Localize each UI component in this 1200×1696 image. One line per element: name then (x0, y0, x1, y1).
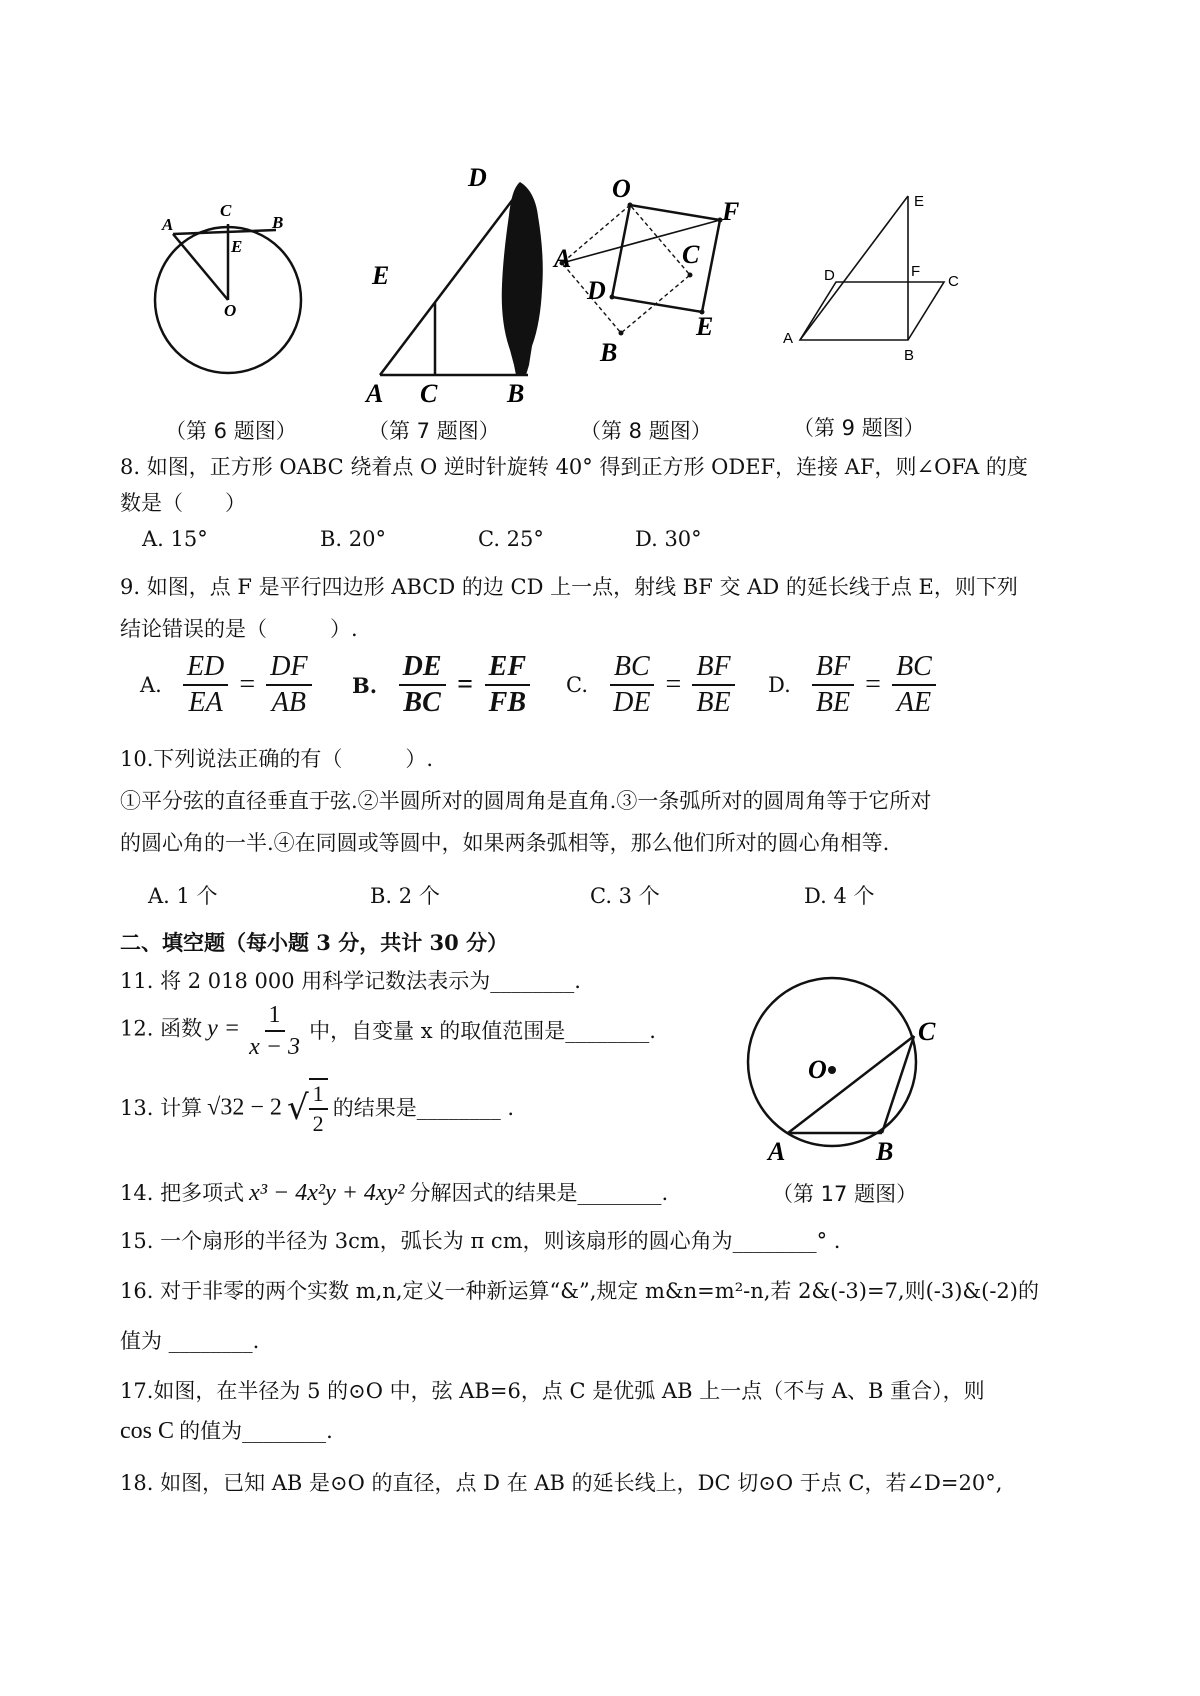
q9-a-equals: = (239, 669, 256, 700)
fig7-caption: （第 7 题图） (368, 419, 500, 443)
section-2-heading: 二、填空题（每小题 3 分，共计 30 分） (120, 930, 509, 955)
fig7-label-c: C (420, 379, 438, 408)
q13: 13. 计算 √32 − 2 √ $\frac{1}{2}$ 的结果是________ . (120, 1078, 514, 1138)
q11: 11. 将 2 018 000 用科学记数法表示为________. (120, 969, 581, 993)
q9-c-left-numerator: BC (610, 650, 654, 686)
q12-denominator: x − 3 (249, 1034, 300, 1060)
q17-line-2 (120, 1416, 333, 1446)
fig17-center-dot (828, 1066, 836, 1074)
q10-line-3: 的圆心角的一半.④在同圆或等圆中，如果两条弧相等，那么他们所对的圆心角相等. (120, 831, 890, 855)
fig6-label-c: C (220, 201, 232, 220)
q9-a-left-numerator: ED (183, 650, 228, 686)
q9-option-b-label: B. (352, 672, 378, 698)
fig9-label-f: F (911, 263, 921, 280)
q9-b-left-numerator: DE (399, 650, 446, 686)
fig17-chord-bc (882, 1036, 914, 1133)
q9-option-a-label: A. (140, 673, 162, 697)
fig7-label-d: D (468, 163, 487, 192)
fig8-label-c: C (682, 240, 700, 269)
fig8-label-a: A (554, 244, 572, 273)
fig6-caption: （第 6 题图） (165, 419, 297, 443)
q8-option-b: B. 20° (320, 527, 387, 551)
q14 (120, 1178, 668, 1208)
q12 (120, 1000, 656, 1062)
fig9-segment-ae (800, 196, 908, 340)
q10-option-a: A. 1 个 (148, 884, 218, 908)
fig7-tree-silhouette (502, 182, 543, 375)
q18: 18. 如图，已知 AB 是⊙O 的直径，点 D 在 AB 的延长线上，DC 切⊙O 于点 C，若∠D=20°, (120, 1471, 1003, 1495)
fig8-label-d: D (587, 276, 606, 305)
q8-line-2: 数是（ ） (120, 491, 246, 515)
q9-b-left-denominator: BC (403, 687, 441, 718)
q9-option-d (768, 650, 936, 720)
q9-option-c-label: C. (566, 673, 588, 697)
q9-c-left-denominator: DE (613, 687, 651, 718)
fig8-label-f: F (722, 197, 740, 226)
fig17-label-o: O (808, 1055, 827, 1084)
fig7-label-a: A (366, 379, 384, 408)
fig9-label-b: B (904, 347, 915, 364)
q13-expression: √32 − 2 (207, 1094, 282, 1121)
fig17-label-a: A (768, 1137, 786, 1166)
fig6-radius-oa (173, 234, 228, 300)
q17-line-1: 17.如图，在半径为 5 的⊙O 中，弦 AB=6，点 C 是优弧 AB 上一点（不与 A、B 重合），则 (120, 1379, 985, 1403)
q9-b-equals: = (457, 669, 474, 700)
q8-option-a: A. 15° (142, 527, 208, 551)
q14-suffix: 分解因式的结果是________. (409, 1181, 669, 1205)
figure-17 (740, 970, 960, 1180)
q12-prefix: 12. 函数 (120, 1016, 203, 1041)
q9-d-left-numerator: BF (812, 650, 854, 686)
fig9-caption: （第 9 题图） (793, 416, 925, 440)
q8-line-1: 8. 如图，正方形 OABC 绕着点 O 逆时针旋转 40° 得到正方形 ODEF，连接 AF，则∠OFA 的度 (120, 455, 1028, 479)
fig7-label-e: E (372, 261, 390, 290)
q13-suffix: 的结果是________ . (332, 1096, 515, 1120)
fig17-label-b: B (876, 1137, 894, 1166)
q9-a-right-numerator: DF (266, 650, 311, 686)
q10-line-1: 10.下列说法正确的有（ ）. (120, 747, 434, 771)
q10-option-b: B. 2 个 (370, 884, 440, 908)
fig6-label-o: O (224, 301, 237, 320)
q14-prefix: 14. 把多项式 (120, 1181, 245, 1205)
fig8-caption: （第 8 题图） (580, 419, 712, 443)
q9-option-c (566, 650, 735, 720)
fig6-label-a: A (162, 215, 174, 234)
q9-option-b (352, 650, 530, 720)
q9-d-left-denominator: BE (815, 687, 851, 718)
q9-c-equals: = (665, 669, 682, 700)
q9-option-a (140, 650, 312, 720)
fig6-label-e: E (231, 237, 243, 256)
q9-c-right-denominator: BE (696, 687, 731, 718)
q13-denominator: 2 (312, 1111, 324, 1136)
q8-option-d: D. 30° (635, 527, 702, 551)
q9-c-right-numerator: BF (692, 650, 734, 686)
q12-numerator: 1 (265, 1000, 285, 1032)
q9-d-right-numerator: BC (892, 650, 936, 686)
q15: 15. 一个扇形的半径为 3cm，弧长为 π cm，则该扇形的圆心角为________° . (120, 1229, 841, 1253)
q9-line-2: 结论错误的是（ ）. (120, 617, 358, 641)
q10-option-d: D. 4 个 (804, 884, 875, 908)
q8-option-c: C. 25° (478, 527, 544, 551)
q12-y-equals: y = (207, 1015, 241, 1042)
q12-suffix: 中，自变量 x 的取值范围是________. (309, 1019, 656, 1043)
q9-b-right-numerator: EF (485, 650, 530, 686)
figure-8 (554, 174, 760, 395)
q17-line-2-text: 的值为________. (179, 1419, 333, 1443)
q9-a-left-denominator: EA (188, 687, 223, 718)
figure-6 (140, 200, 330, 400)
q10-line-2: ①平分弦的直径垂直于弦.②半圆所对的圆周角是直角.③一条弧所对的圆周角等于它所对 (120, 789, 932, 813)
fig8-label-o: O (612, 174, 631, 203)
fig9-label-a: A (783, 330, 794, 347)
q17-cos-c: cos C (120, 1418, 174, 1444)
q13-prefix: 13. 计算 (120, 1096, 203, 1120)
fig8-label-e: E (696, 312, 714, 341)
fig9-label-c: C (948, 273, 959, 290)
q16-line-1: 16. 对于非零的两个实数 m,n,定义一种新运算“&”,规定 m&n=m²-n,若 2&(-3)=7,则(-3)&(-2)的 (120, 1279, 1039, 1303)
fig9-label-d: D (824, 267, 835, 284)
q9-line-1: 9. 如图，点 F 是平行四边形 ABCD 的边 CD 上一点，射线 BF 交 AD 的延长线于点 E，则下列 (120, 575, 1018, 599)
fig17-label-c: C (918, 1017, 936, 1046)
figure-9 (780, 190, 970, 390)
q9-a-right-denominator: AB (271, 687, 307, 718)
fig7-label-b: B (507, 379, 525, 408)
q9-d-right-denominator: AE (896, 687, 932, 718)
fig6-label-b: B (272, 213, 284, 232)
q14-expression: x³ − 4x²y + 4xy² (249, 1180, 405, 1206)
figure-7 (360, 160, 540, 410)
q9-d-equals: = (865, 669, 881, 700)
fig8-label-b: B (600, 338, 618, 367)
q13-numerator: 1 (309, 1080, 328, 1110)
fig7-hypotenuse-ad (380, 190, 520, 375)
fig9-label-e: E (914, 193, 925, 210)
q16-line-2: 值为 ________. (120, 1329, 260, 1353)
q9-b-right-denominator: FB (488, 687, 527, 718)
fig17-circle (748, 978, 916, 1146)
q9-option-d-label: D. (768, 673, 791, 697)
q10-option-c: C. 3 个 (590, 884, 660, 908)
fig17-caption: （第 17 题图） (772, 1182, 918, 1206)
